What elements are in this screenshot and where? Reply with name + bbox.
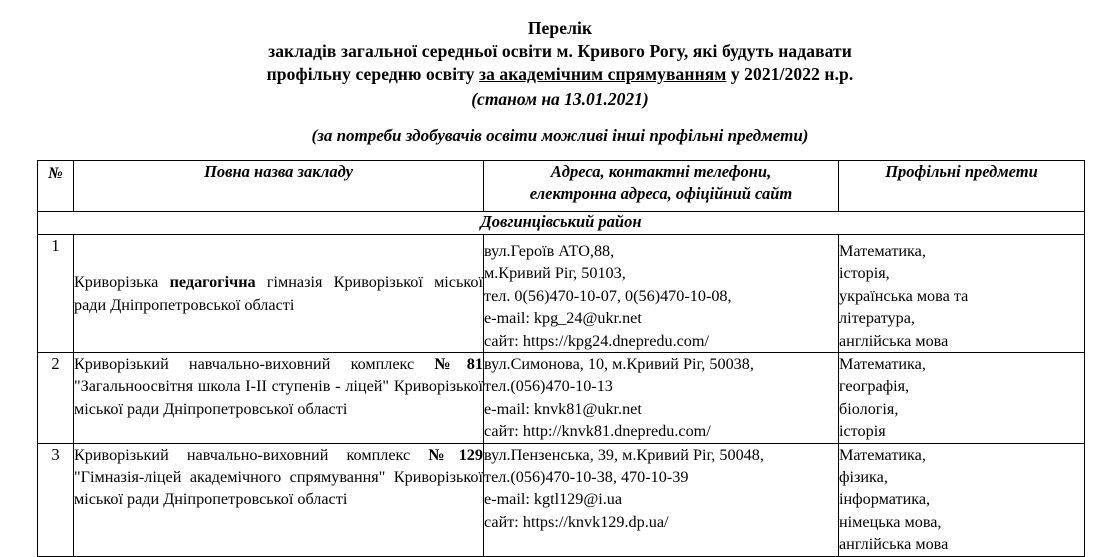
contact-line: сайт: https://knvk129.dp.ua/ xyxy=(484,512,669,531)
school-name xyxy=(74,353,484,444)
contact-line: вул.Пензенська, 39, м.Кривий Ріг, 50048, xyxy=(484,445,764,464)
header-cell-number: № xyxy=(38,161,74,212)
school-contacts xyxy=(484,235,839,353)
contact-line: тел.(056)470-10-38, 470-10-39 xyxy=(484,468,689,487)
document-title-block xyxy=(0,0,1120,147)
contact-line: тел. 0(56)470-10-07, 0(56)470-10-08, xyxy=(484,286,732,305)
school-name-prefix: Криворізька xyxy=(74,273,170,292)
subject-line: географія, xyxy=(839,377,910,396)
title-underlined-phrase: за академічним спрямуванням xyxy=(478,64,727,84)
contact-line: e-mail: kpg_24@ukr.net xyxy=(484,309,642,328)
subject-line: історія xyxy=(839,422,886,441)
subject-line: історія, xyxy=(839,264,890,283)
school-name-suffix: "Гімназія-ліцей академічного спрямування" Криворізької міської ради Дніпропетровської області xyxy=(74,468,483,509)
row-number: 2 xyxy=(38,353,74,444)
school-contacts xyxy=(484,353,839,444)
subtitle-note: (за потреби здобувачів освіти можливі інші профільні предмети) xyxy=(311,126,809,145)
header-address-line-1: Адреса, контактні телефони, xyxy=(550,162,772,181)
table-container xyxy=(0,160,1120,557)
school-name-highlight: №81 xyxy=(434,355,483,374)
title-line-2: закладів загальної середньої освіти м. Кривого Рогу, які будуть надавати xyxy=(268,41,852,61)
title-date-note: (станом на 13.01.2021) xyxy=(471,89,649,109)
table-row xyxy=(38,235,1085,353)
school-subjects xyxy=(839,235,1085,353)
subject-line: англійська мова xyxy=(839,331,949,350)
header-cell-address xyxy=(484,161,839,212)
title-line-1: Перелік xyxy=(527,18,593,38)
subject-line: Математика, xyxy=(839,242,926,260)
contact-line: e-mail: kgtl129@i.ua xyxy=(484,490,623,509)
subject-line: Математика, xyxy=(839,445,926,464)
school-name xyxy=(74,443,484,556)
school-contacts xyxy=(484,443,839,556)
school-name-highlight: №129 xyxy=(428,445,483,464)
title-line-3 xyxy=(0,63,1120,86)
title-line-3-prefix: профільну середню освіту xyxy=(266,64,479,84)
school-name-prefix: Криворізький навчально-виховний комплекс xyxy=(74,445,429,464)
subject-line: інформатика, xyxy=(839,490,931,509)
school-subjects xyxy=(839,353,1085,444)
header-cell-name: Повна назва закладу xyxy=(74,161,484,212)
subject-line: Математика, xyxy=(839,355,926,374)
school-name-prefix: Криворізький навчально-виховний комплекс xyxy=(74,355,435,374)
school-name-highlight: педагогічна xyxy=(169,273,256,292)
header-address-line-2: електронна адреса, офіційний сайт xyxy=(529,184,793,203)
subject-line: німецька мова, xyxy=(839,512,942,531)
subject-line: біологія, xyxy=(839,399,899,418)
contact-line: e-mail: knvk81@ukr.net xyxy=(484,399,642,418)
school-name xyxy=(74,235,484,353)
subject-line: фізика, xyxy=(839,468,888,487)
row-number: 3 xyxy=(38,443,74,556)
contact-line: вул.Героїв АТО,88, xyxy=(484,242,615,260)
subject-line: література, xyxy=(839,309,915,328)
school-name-suffix: гімназія Криворізької міської ради Дніпропетровської області xyxy=(74,273,484,314)
subject-line: англійська мова xyxy=(839,535,949,554)
contact-line: сайт: https://kpg24.dnepredu.com/ xyxy=(484,331,709,350)
district-label: Довгинцівський район xyxy=(38,212,1085,235)
table-row xyxy=(38,353,1085,444)
subject-line: українська мова та xyxy=(839,286,969,305)
row-number: 1 xyxy=(38,235,74,353)
title-line-3-tail: у 2021/2022 н.р. xyxy=(726,64,854,84)
school-name-suffix: "Загальноосвітня школа I-II ступенів - ліцей" Криворізької міської ради Дніпропетровської області xyxy=(74,377,483,418)
school-subjects xyxy=(839,443,1085,556)
contact-line: вул.Симонова, 10, м.Кривий Ріг, 50038, xyxy=(484,355,754,374)
header-cell-subjects: Профільні предмети xyxy=(839,161,1085,212)
contact-line: м.Кривий Ріг, 50103, xyxy=(484,264,626,283)
contact-line: сайт: http://knvk81.dnepredu.com/ xyxy=(484,422,711,441)
schools-table xyxy=(37,160,1085,557)
table-row xyxy=(38,443,1085,556)
contact-line: тел.(056)470-10-13 xyxy=(484,377,613,396)
table-header-row xyxy=(38,161,1085,212)
district-band-row xyxy=(38,212,1085,235)
